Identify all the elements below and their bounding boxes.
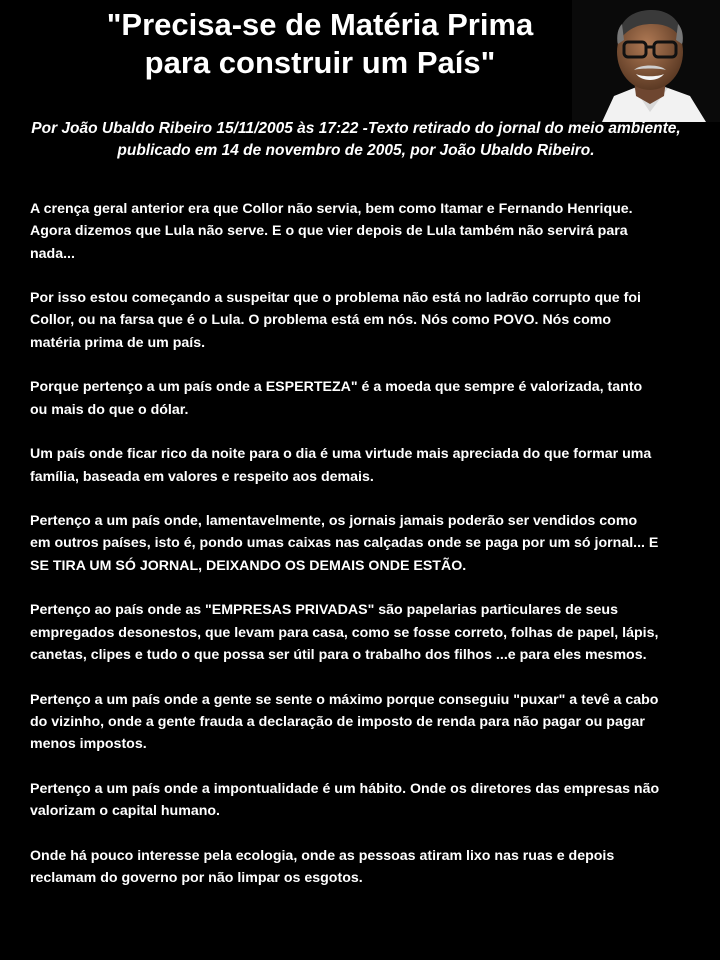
paragraph: Pertenço a um país onde, lamentavelmente, os jornais jamais poderão ser vendidos como em outros países, isto é, pondo umas caixas nas calçadas onde se paga por um só jornal... E SE TIRA UM SÓ JORNAL, DEIXANDO OS DEMAIS ONDE ESTÃO.: [30, 513, 659, 574]
paragraph: Onde há pouco interesse pela ecologia, onde as pessoas atiram lixo nas ruas e depois reclamam do governo por não limpar os esgotos.: [30, 847, 615, 886]
paragraph: Porque pertenço a um país onde a ESPERTEZA" é a moeda que sempre é valorizada, tanto ou mais do que o dólar.: [30, 379, 643, 418]
title-line-2: para construir um País": [144, 45, 496, 80]
author-portrait: [572, 0, 720, 122]
article-byline: Por João Ubaldo Ribeiro 15/11/2005 às 17:22 -Texto retirado do jornal do meio ambiente, publicado em 14 de novembro de 2005, por João Ubaldo Ribeiro.: [31, 120, 681, 159]
page-title: [40, 6, 600, 82]
paragraph: Pertenço ao país onde as "EMPRESAS PRIVADAS" são papelarias particulares de seus empregados desonestos, que levam para casa, como se fosse correto, folhas de papel, lápis, canetas, clipes e tudo o que possa ser útil para o trabalho dos filhos ...e para eles mesmos.: [30, 602, 659, 663]
article-body: [30, 198, 660, 912]
paragraph: Um país onde ficar rico da noite para o dia é uma virtude mais apreciada do que formar uma família, baseada em valores e respeito aos demais.: [30, 446, 652, 485]
paragraph: Pertenço a um país onde a impontualidade é um hábito. Onde os diretores das empresas não valorizam o capital humano.: [30, 780, 660, 820]
title-line-1: "Precisa-se de Matéria Prima: [106, 7, 534, 42]
paragraph: Pertenço a um país onde a gente se sente o máximo porque conseguiu "puxar" a tevê a cabo do vizinho, onde a gente frauda a declaração de imposto de renda para não pagar ou pagar menos impostos.: [30, 691, 659, 753]
paragraph: A crença geral anterior era que Collor não servia, bem como Itamar e Fernando Henrique. Agora dizemos que Lula não serve. E o que vier depois de Lula também não servirá para nada...: [30, 201, 633, 262]
author-portrait-drawing: [572, 0, 720, 122]
paragraph: Por isso estou começando a suspeitar que o problema não está no ladrão corrupto que foi Collor, ou na farsa que é o Lula. O problema está em nós. Nós como POVO. Nós como matéria prima de um país.: [30, 290, 641, 351]
